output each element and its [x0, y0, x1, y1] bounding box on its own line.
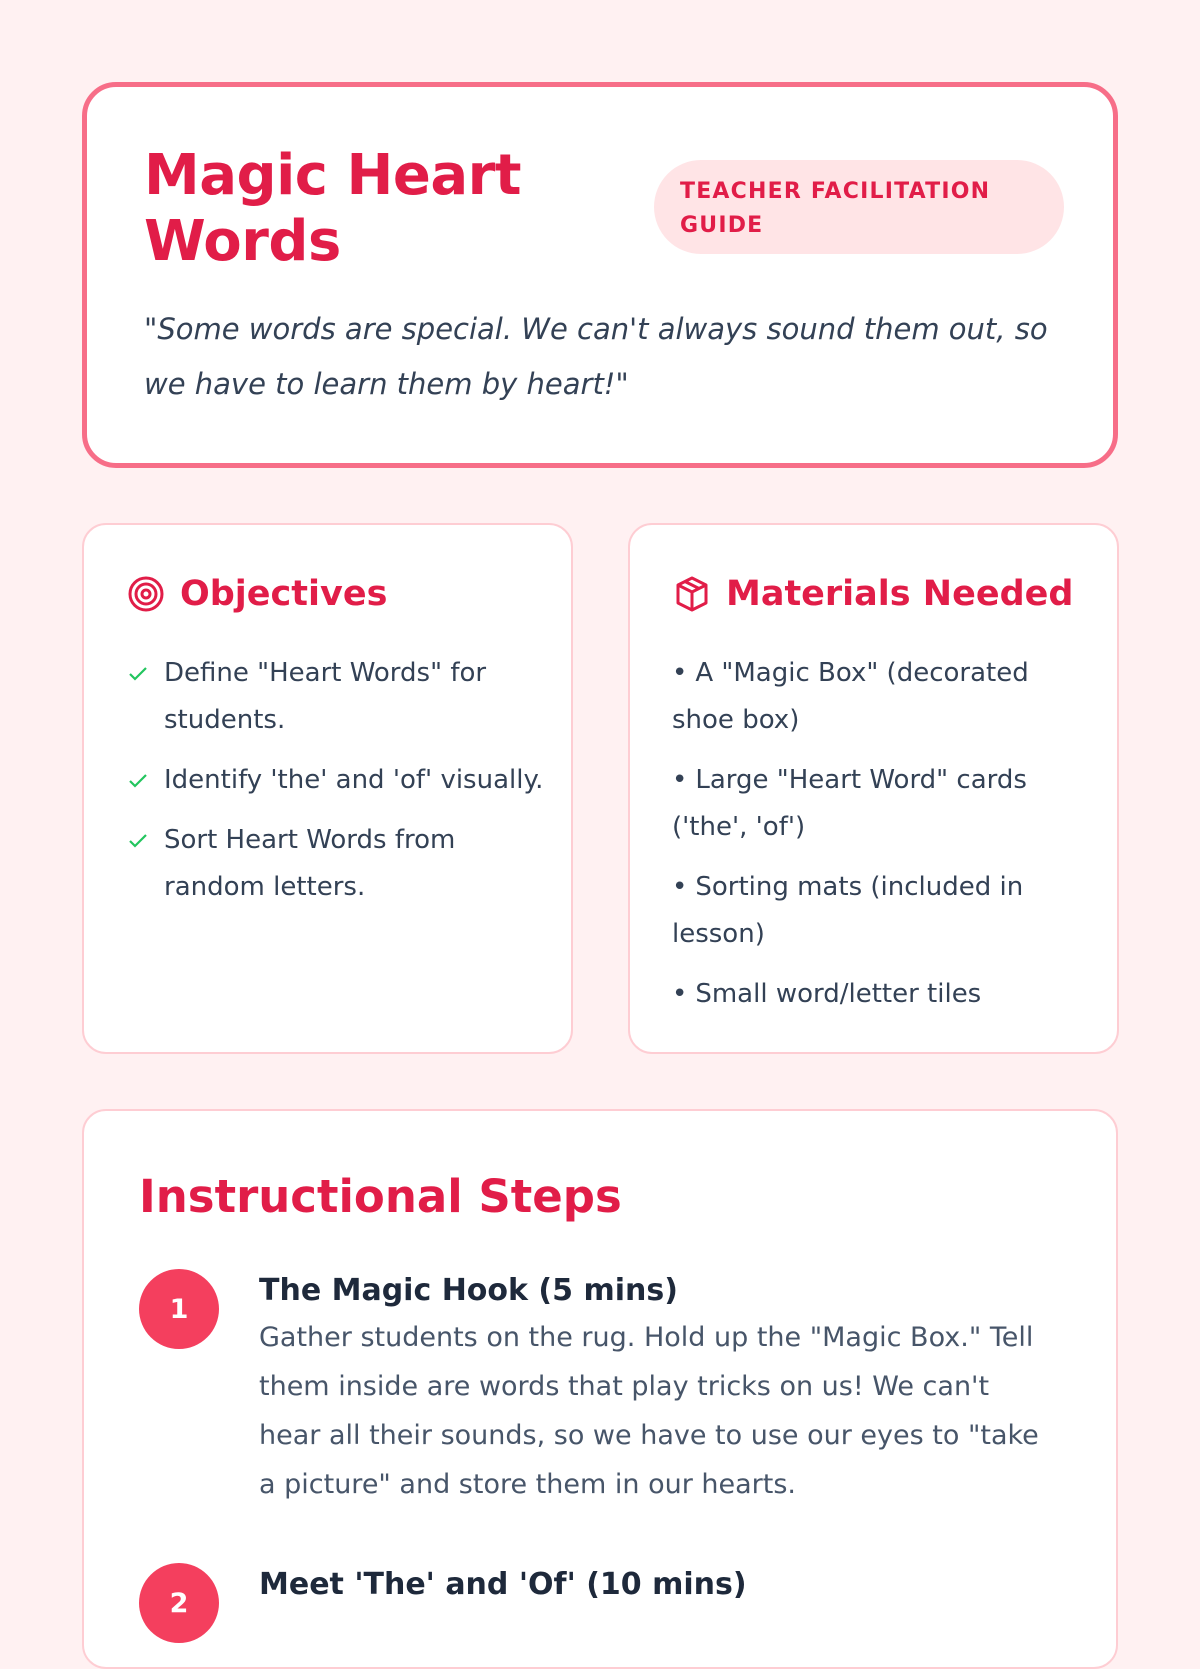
list-item	[126, 650, 546, 744]
guide-badge: TEACHER FACILITATION GUIDE	[654, 160, 1064, 254]
bullet: •	[672, 979, 688, 1009]
list-item	[672, 971, 1092, 1018]
bullet: •	[672, 872, 688, 902]
materials-header	[672, 569, 1073, 619]
target-icon	[126, 574, 166, 614]
materials-list	[672, 650, 1092, 1031]
intro-quote: "Some words are special. We can't always sound them out, so we have to learn them by heart!"	[144, 312, 1048, 401]
material-text: Large "Heart Word" cards ('the', 'of')	[672, 765, 1027, 842]
bullet: •	[672, 658, 688, 688]
bullet: •	[672, 765, 688, 795]
check-icon	[126, 650, 154, 744]
header-card	[82, 82, 1118, 468]
step-description: Gather students on the rug. Hold up the "Magic Box." Tell them inside are words that play tricks on us! We can't hear all their sounds, so we have to use our eyes to "take a picture" and store them in our hearts.	[259, 1322, 1039, 1500]
check-icon	[126, 757, 154, 804]
material-text: A "Magic Box" (decorated shoe box)	[672, 658, 1029, 735]
step-number-badge: 1	[139, 1269, 219, 1349]
objective-text: Sort Heart Words from random letters.	[164, 825, 456, 902]
steps-heading: Instructional Steps	[139, 1170, 622, 1223]
list-item	[126, 757, 546, 804]
objective-text: Define "Heart Words" for students.	[164, 658, 487, 735]
step-title: The Magic Hook (5 mins)	[259, 1273, 678, 1308]
material-text: Sorting mats (included in lesson)	[672, 872, 1024, 949]
materials-card	[628, 523, 1119, 1054]
step-title: Meet 'The' and 'Of' (10 mins)	[259, 1567, 747, 1602]
materials-heading: Materials Needed	[726, 574, 1074, 614]
objectives-header	[126, 569, 387, 619]
list-item	[672, 650, 1092, 744]
check-icon	[126, 817, 154, 911]
list-item	[126, 817, 546, 911]
steps-card	[82, 1109, 1118, 1669]
list-item	[672, 864, 1092, 958]
page-title: Magic Heart Words	[144, 143, 522, 274]
list-item	[672, 757, 1092, 851]
objectives-list	[126, 650, 546, 924]
objectives-heading: Objectives	[180, 574, 388, 614]
material-text: Small word/letter tiles	[695, 979, 982, 1009]
box-icon	[672, 574, 712, 614]
objective-text: Identify 'the' and 'of' visually.	[164, 765, 544, 795]
objectives-card	[82, 523, 573, 1054]
step-number-badge: 2	[139, 1563, 219, 1643]
